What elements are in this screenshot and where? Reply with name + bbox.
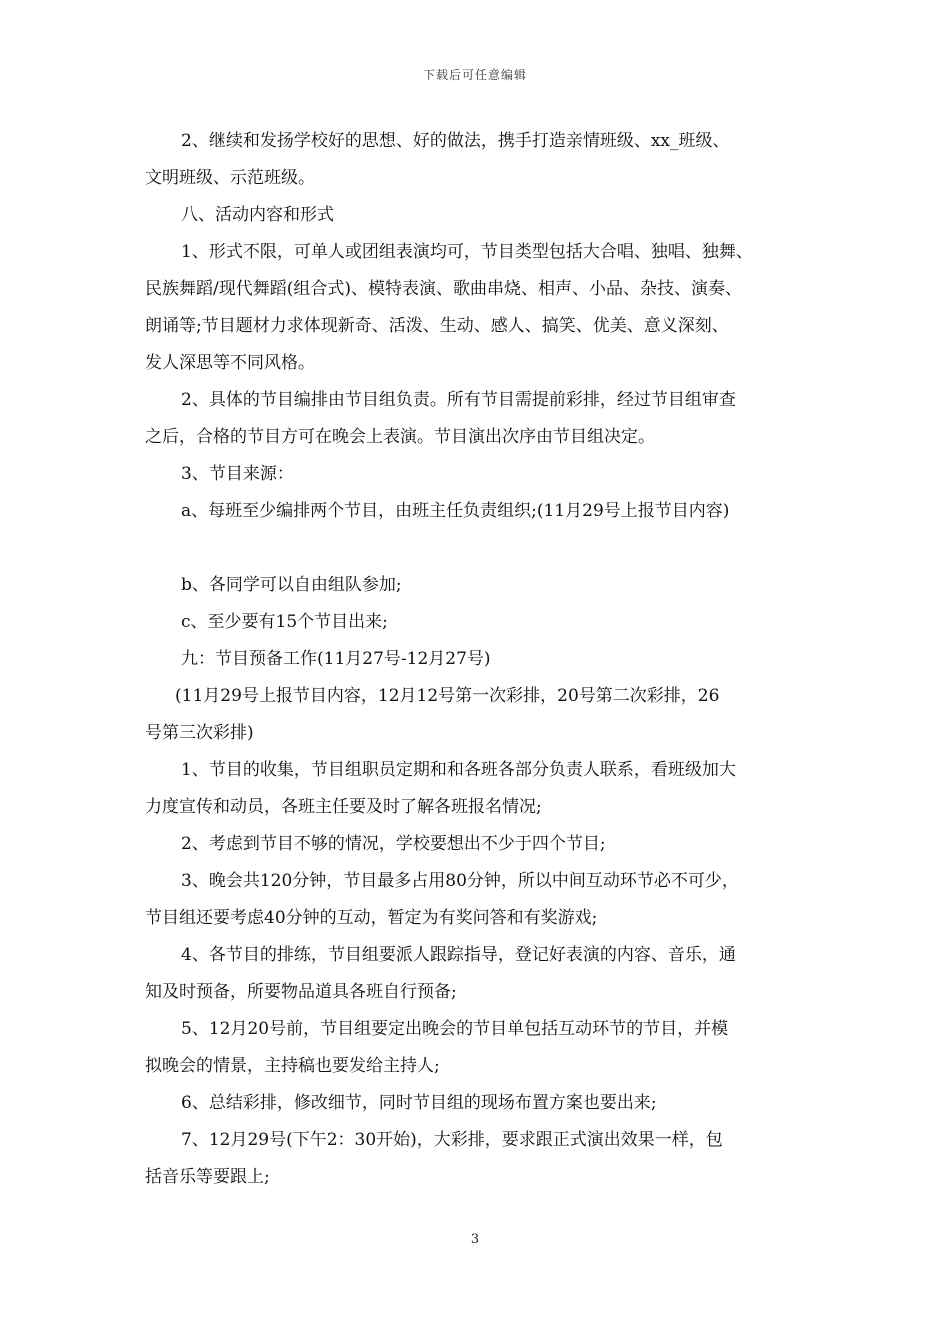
paragraph-line: 1、节目的收集，节目组职员定期和和各班各部分负责人联系，看班级加大 <box>181 760 736 780</box>
paragraph-line: 拟晚会的情景，主持稿也要发给主持人; <box>145 1056 440 1076</box>
paragraph-line: 文明班级、示范班级。 <box>145 168 315 188</box>
paragraph-line: 2、考虑到节目不够的情况，学校要想出不少于四个节目; <box>181 834 606 854</box>
blank-line <box>145 530 810 567</box>
page-header: 下载后可任意编辑 <box>422 68 527 82</box>
paragraph-line: b、各同学可以自由组队参加; <box>181 575 402 595</box>
section-heading: 九：节目预备工作(11月27号-12月27号) <box>181 649 491 669</box>
paragraph-line: (11月29号上报节目内容，12月12号第一次彩排，20号第二次彩排，26 <box>175 686 720 706</box>
paragraph-line: c、至少要有15个节目出来; <box>181 612 388 632</box>
paragraph-line: 2、继续和发扬学校好的思想、好的做法，携手打造亲情班级、xx_班级、 <box>181 131 730 151</box>
paragraph-line: 1、形式不限，可单人或团组表演均可，节目类型包括大合唱、独唱、独舞、 <box>181 242 753 262</box>
paragraph-line: 节目组还要考虑40分钟的互动，暂定为有奖问答和有奖游戏; <box>145 908 598 928</box>
paragraph-line: 力度宣传和动员，各班主任要及时了解各班报名情况; <box>145 797 542 817</box>
paragraph-line: 3、晚会共120分钟，节目最多占用80分钟，所以中间互动环节必不可少， <box>181 871 739 891</box>
paragraph-line: 号第三次彩排) <box>145 723 254 743</box>
paragraph-line: a、每班至少编排两个节目，由班主任负责组织;(11月29号上报节目内容) <box>181 501 730 521</box>
paragraph-line: 2、具体的节目编排由节目组负责。所有节目需提前彩排，经过节目组审查 <box>181 390 736 410</box>
paragraph-line: 4、各节目的排练，节目组要派人跟踪指导，登记好表演的内容、音乐，通 <box>181 945 736 965</box>
page-number: 3 <box>470 1232 480 1247</box>
paragraph-line: 朗诵等;节目题材力求体现新奇、活泼、生动、感人、搞笑、优美、意义深刻、 <box>145 316 729 336</box>
section-heading: 八、活动内容和形式 <box>181 205 334 225</box>
document-body <box>145 123 810 1196</box>
paragraph-line: 3、节目来源： <box>181 464 294 484</box>
paragraph-line: 6、总结彩排，修改细节，同时节目组的现场布置方案也要出来; <box>181 1093 657 1113</box>
paragraph-line: 民族舞蹈/现代舞蹈(组合式)、模特表演、歌曲串烧、相声、小品、杂技、演奏、 <box>145 279 742 299</box>
paragraph-line: 发人深思等不同风格。 <box>145 353 315 373</box>
paragraph-line: 括音乐等要跟上; <box>145 1167 270 1187</box>
paragraph-line: 7、12月29号(下午2：30开始)，大彩排，要求跟正式演出效果一样，包 <box>181 1130 723 1150</box>
paragraph-line: 知及时预备，所要物品道具各班自行预备; <box>145 982 457 1002</box>
paragraph-line: 之后，合格的节目方可在晚会上表演。节目演出次序由节目组决定。 <box>145 427 655 447</box>
paragraph-line: 5、12月20号前，节目组要定出晚会的节目单包括互动环节的节目，并模 <box>181 1019 729 1039</box>
